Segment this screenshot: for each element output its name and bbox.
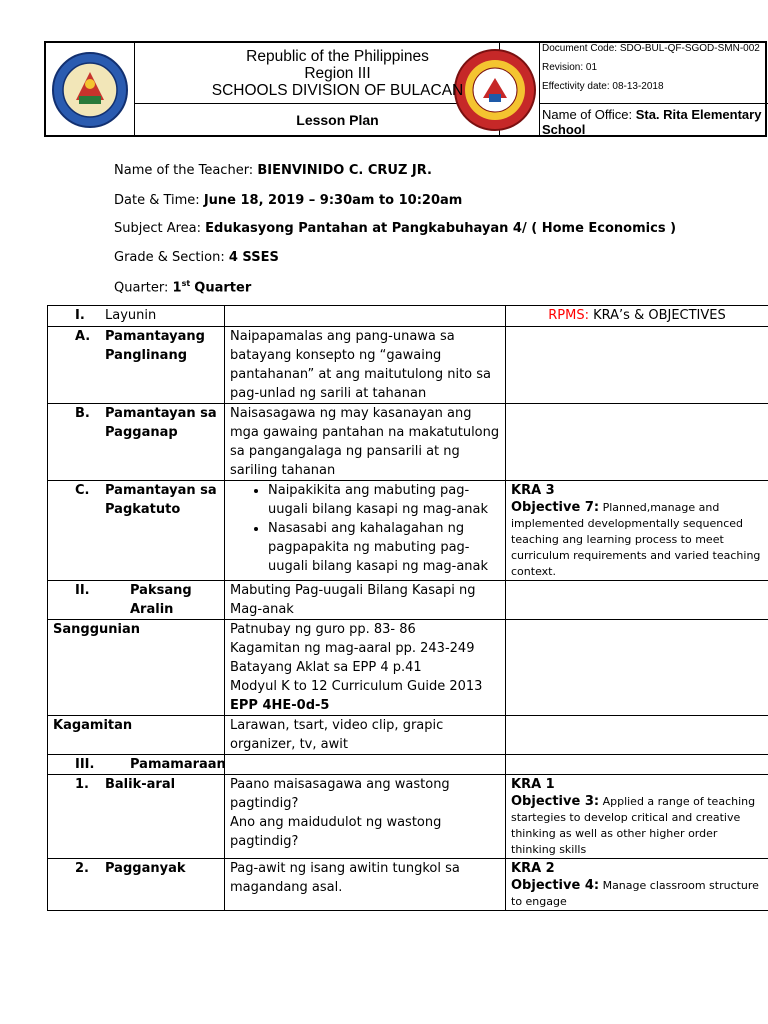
division-line: SCHOOLS DIVISION OF BULACAN [211,82,464,99]
table-row-a [48,327,768,404]
teacher-name: BIENVINIDO C. CRUZ JR. [257,163,432,178]
row-label: Pamantayan sa Pagkatuto [105,483,217,517]
section-number: III. [75,757,95,772]
row-number: A. [75,329,91,344]
rpms-header [506,306,768,327]
division-seal-logo [51,46,129,134]
reference-line: Batayang Aklat sa EPP 4 p.41 [230,660,422,675]
revision-number: Revision: 01 [542,62,598,73]
objective-description: Planned,manage and implemented developmentally sequenced teaching ang learning process to meet curriculum requirements and varied teaching context. [511,501,761,578]
objective-text [511,878,763,910]
row-content: Larawan, tsart, video clip, grapic organizer, tv, awit [225,716,506,755]
republic-line: Republic of the Philippines [246,48,429,65]
region-line: Region III [304,65,371,82]
objective-description: Manage classroom structure to engage [511,879,759,908]
issuer-block [182,48,493,99]
row-label: Sanggunian [48,620,225,716]
section-label: Pamamaraan [130,757,226,772]
table-row-1 [48,775,768,859]
grade-label: Grade & Section: [114,250,225,265]
row-content: Naisasagawa ng may kasanayan ang mga gawaing pantahan na makatutulong sa pangangalaga ng pansarili at ng sariling tahanan [225,404,506,481]
row-label: Balik-aral [105,777,176,792]
subject-label: Subject Area: [114,221,202,236]
date-value: June 18, 2019 – 9:30am to 10:20am [203,193,463,208]
row-label: Kagamitan [48,716,225,755]
objective-text [511,500,763,580]
reference-line: Kagamitan ng mag-aaral pp. 243-249 [230,641,475,656]
objective-description: Applied a range of teaching startegies to develop critical and creative thinking as well as other higher order thinking skills [511,795,756,856]
quarter-ordinal: st [181,279,191,288]
document-header [44,41,767,137]
subject-value: Edukasyong Pantahan at Pangkabuhayan 4/ ( Home Economics ) [205,221,677,236]
competency-code: EPP 4HE-0d-5 [230,698,330,713]
table-row-layunin [48,306,768,327]
kra-label: KRA 3 [511,483,555,498]
rpms-title: KRA’s & OBJECTIVES [588,308,726,323]
teacher-row [114,163,432,178]
list-item: • Nasasabi ang kahalagahan ng pagpapakita ng mabuting pag-uugali bilang kasapi ng mag-anak [268,519,500,576]
row-number: 1. [75,777,89,792]
list-item: • Naipakikita ang mabuting pag-uugali bilang kasapi ng mag-anak [268,481,500,519]
subject-row [114,221,676,236]
lesson-plan-table [47,305,768,911]
quarter-word: Quarter [194,280,252,296]
table-row-c [48,481,768,581]
quarter-number: 1 [172,280,182,296]
office-block [542,107,764,137]
table-row-kagamitan [48,716,768,755]
grade-row [114,250,279,265]
kra-label: KRA 2 [511,861,555,876]
row-number: B. [75,406,90,421]
row-content: Pag-awit ng isang awitin tungkol sa magandang asal. [225,859,506,911]
row-label: Pagganyak [105,861,186,876]
table-row-ii [48,581,768,620]
table-row-iii [48,755,768,775]
section-label: Paksang Aralin [130,583,192,617]
row-label: Pamantayan sa Pagganap [105,406,217,440]
quarter-row [114,279,251,295]
row-label: Pamantayang Panglinang [105,329,205,363]
review-question: Paano maisasagawa ang wastong pagtindig? [230,777,450,811]
objective-label: Objective 3: [511,794,600,809]
office-name: Sta. Rita Elementary School [542,107,762,137]
section-number: II. [75,583,90,598]
kra-label: KRA 1 [511,777,555,792]
review-question: Ano ang maidudulot ng wastong pagtindig? [230,815,442,849]
row-number: C. [75,483,90,498]
objective-text [511,794,763,858]
table-row-b [48,404,768,481]
document-meta [542,43,764,92]
effectivity-date: Effectivity date: 08-13-2018 [542,81,664,92]
section-number: I. [75,308,85,323]
objective-label: Objective 7: [511,500,600,515]
date-label: Date & Time: [114,193,200,208]
section-label: Layunin [105,308,157,323]
reference-line: Patnubay ng guro pp. 83- 86 [230,622,416,637]
rpms-label: RPMS: [548,308,589,323]
reference-line: Modyul K to 12 Curriculum Guide 2013 [230,679,483,694]
row-content: Naipapamalas ang pang-unawa sa batayang konsepto ng “gawaing pantahanan” at ang maitutulong nito sa pag-unlad ng sarili at tahanan [225,327,506,404]
table-row-2 [48,859,768,911]
grade-value: 4 SSES [228,250,279,265]
row-number: 2. [75,861,89,876]
document-code: Document Code: SDO-BUL-QF-SGOD-SMN-002 [542,43,760,54]
date-row [114,193,462,208]
objective-label: Objective 4: [511,878,600,893]
row-content: Mabuting Pag-uugali Bilang Kasapi ng Mag-anak [225,581,506,620]
learning-competencies-list [230,481,500,576]
table-row-sanggunian [48,620,768,716]
office-label: Name of Office: [542,107,633,122]
quarter-label: Quarter: [114,280,169,296]
document-title: Lesson Plan [296,112,379,128]
teacher-label: Name of the Teacher: [114,163,254,178]
